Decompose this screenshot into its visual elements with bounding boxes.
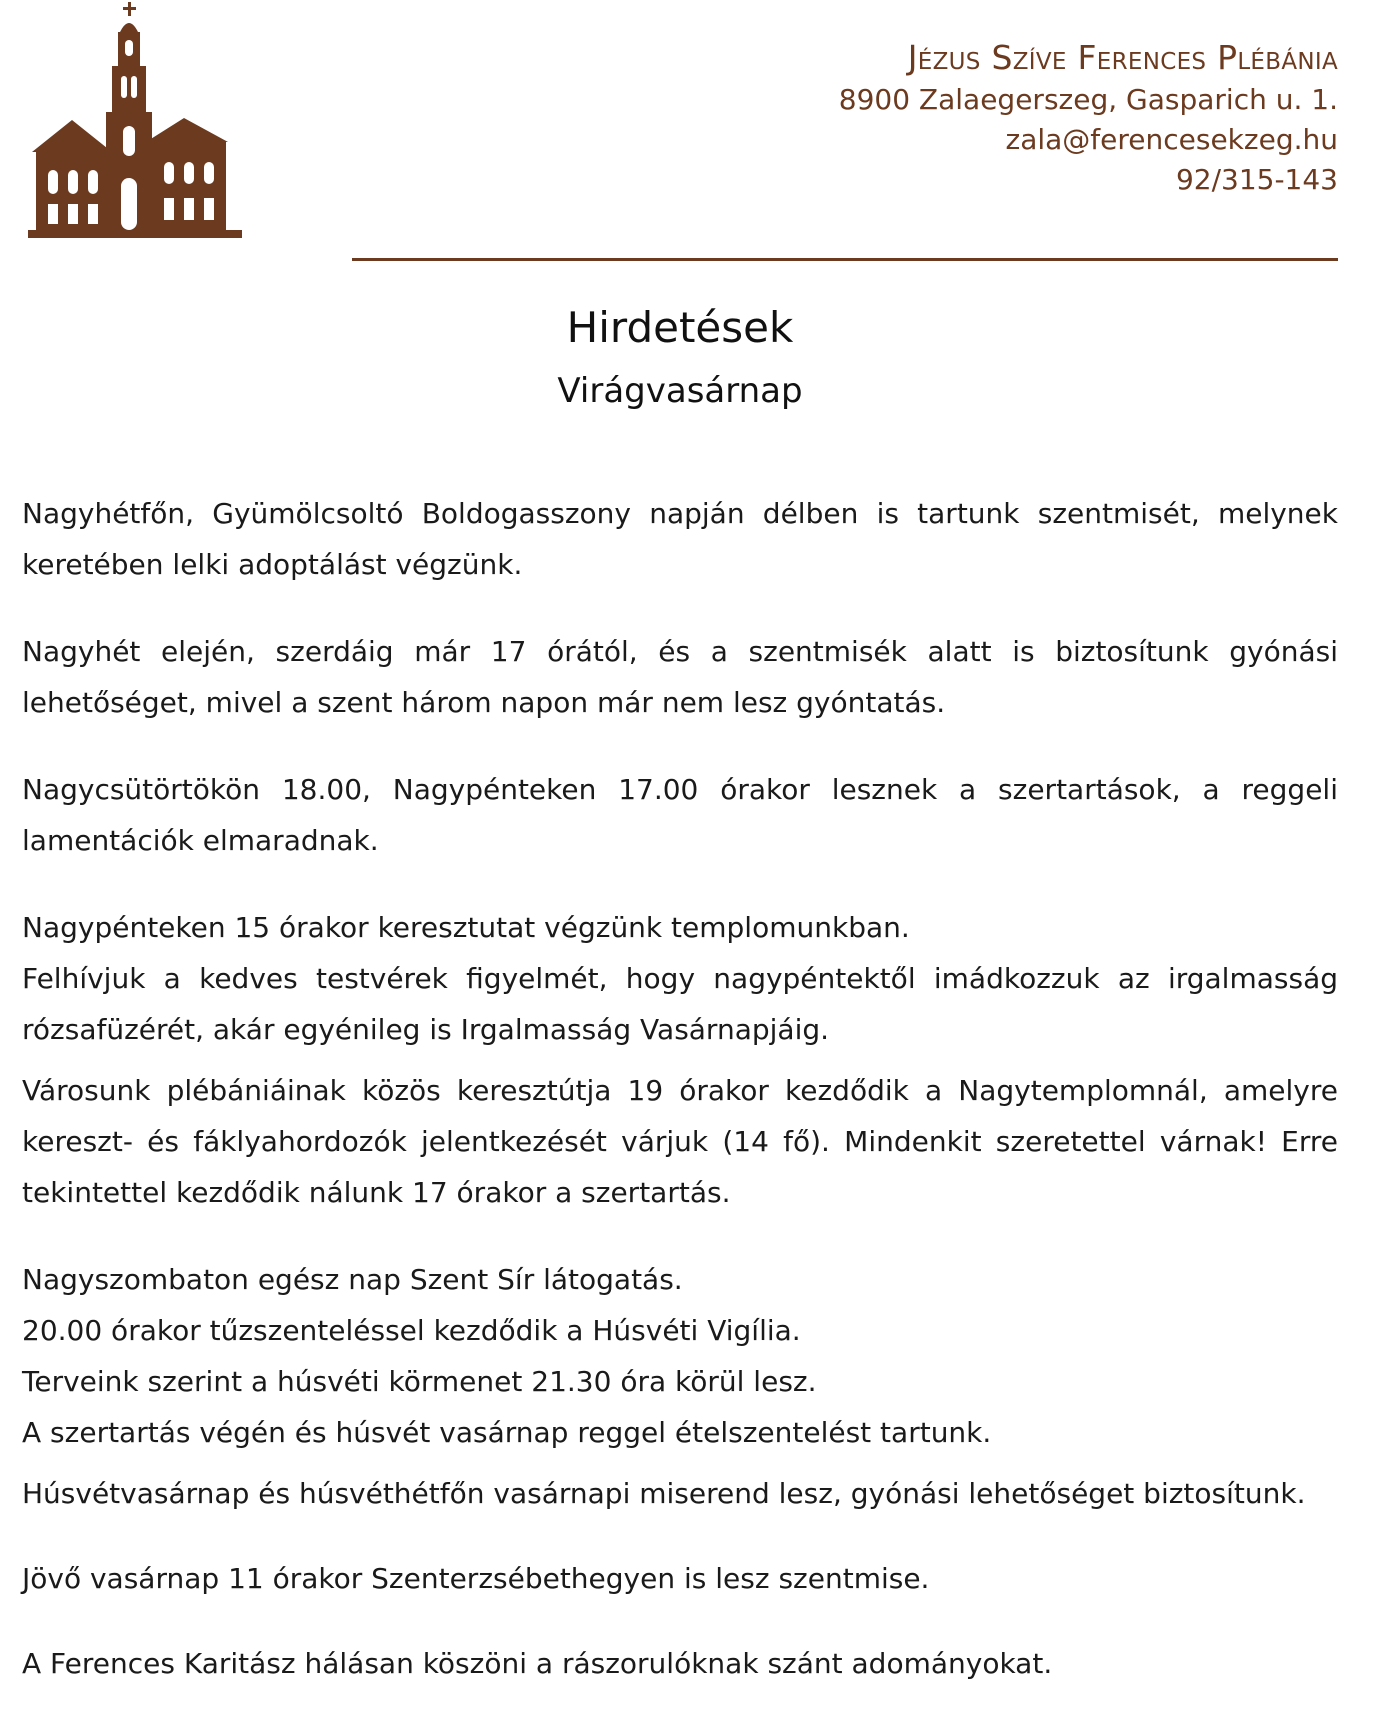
document-title: Hirdetések <box>566 303 794 352</box>
church-logo <box>14 2 242 240</box>
document-subtitle: Virágvasárnap <box>557 371 803 411</box>
announcement-paragraph: Nagyhét elején, szerdáig már 17 órától, és a szentmisék alatt is biztosítunk gyónási lehetőséget, mivel a szent három napon már nem lesz gyóntatás. <box>22 635 1338 719</box>
announcement-paragraph: A Ferences Karitász hálásan köszöni a rászorulóknak szánt adományokat. <box>22 1647 1053 1680</box>
header-divider <box>352 258 1338 261</box>
parish-address: 8900 Zalaegerszeg, Gasparich u. 1. <box>838 83 1338 116</box>
announcement-paragraph: Nagycsütörtökön 18.00, Nagypénteken 17.00 órakor lesznek a szertartások, a reggeli lamentációk elmaradnak. <box>22 773 1338 857</box>
announcement-paragraph: Húsvétvasárnap és húsvéthétfőn vasárnapi miserend lesz, gyónási lehetőséget biztosítunk. <box>22 1477 1306 1510</box>
announcement-paragraph: Városunk plébániáinak közös keresztútja 19 órakor kezdődik a Nagytemplomnál, amelyre kereszt- és fáklyahordozók jelentkezését várjuk (14 fő). Mindenkit szeretettel várnak! Erre tekintettel kezdődik nálunk 17 órakor a szertartás. <box>22 1074 1338 1209</box>
parish-email: zala@ferencesekzeg.hu <box>1005 123 1338 156</box>
announcements-body <box>22 488 1338 1689</box>
parish-header <box>839 36 1338 200</box>
announcement-paragraph: Nagyhétfőn, Gyümölcsoltó Boldogasszony napján délben is tartunk szentmisét, melynek keretében lelki adoptálást végzünk. <box>22 497 1338 581</box>
announcement-paragraph: Jövő vasárnap 11 órakor Szenterzsébethegyen is lesz szentmise. <box>22 1562 930 1595</box>
announcement-paragraph: Felhívjuk a kedves testvérek figyelmét, hogy nagypéntektől imádkozzuk az irgalmasság rózsafüzérét, akár egyénileg is Irgalmasság Vasárnapjáig. <box>22 962 1338 1046</box>
announcement-paragraph: A szertartás végén és húsvét vasárnap reggel ételszentelést tartunk. <box>22 1416 992 1449</box>
parish-phone: 92/315-143 <box>1175 163 1338 196</box>
parish-name: Jézus Szíve Ferences Plébánia <box>907 38 1338 77</box>
announcement-paragraph: Terveink szerint a húsvéti körmenet 21.30 óra körül lesz. <box>22 1365 817 1398</box>
announcement-paragraph: Nagypénteken 15 órakor keresztutat végzünk templomunkban. <box>22 911 910 944</box>
announcement-paragraph: 20.00 órakor tűzszenteléssel kezdődik a Húsvéti Vigília. <box>22 1314 801 1347</box>
announcement-paragraph: Nagyszombaton egész nap Szent Sír látogatás. <box>22 1263 683 1296</box>
